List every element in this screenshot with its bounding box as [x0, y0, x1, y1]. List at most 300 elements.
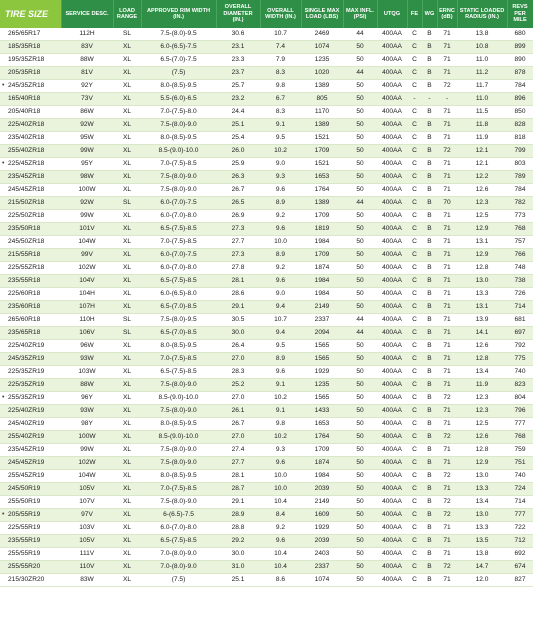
static-radius-cell-text: 11.7 — [475, 82, 489, 90]
load-range-cell-text: XL — [122, 108, 132, 116]
utqg-cell-text: 400AA — [382, 303, 402, 311]
load-range-cell — [113, 28, 141, 41]
wg-grade-cell-text: B — [427, 43, 432, 51]
service-desc-cell-text: 104W — [78, 238, 96, 246]
overall-diameter-cell-text: 27.0 — [231, 355, 245, 363]
ernc-cell — [437, 392, 457, 405]
rim-width-cell-text: 8.5-(9.0)-10.0 — [158, 433, 199, 441]
wg-grade-cell — [422, 249, 437, 262]
rim-width-cell-text: 8.0-(8.5)-9.5 — [160, 82, 197, 90]
utqg-cell — [377, 431, 407, 444]
wg-grade-cell-text: B — [427, 199, 432, 207]
static-radius-cell-text: 13.0 — [475, 277, 489, 285]
service-desc-cell-text: 98Y — [81, 420, 93, 428]
rim-width-cell — [141, 392, 216, 405]
utqg-cell — [377, 54, 407, 67]
rim-width-cell-text: 7.5-(8.0)-9.0 — [160, 459, 197, 467]
tire-size-cell-text: 245/50R19 — [8, 485, 41, 493]
overall-diameter-cell-text: 27.0 — [231, 394, 245, 402]
overall-width-cell — [260, 314, 301, 327]
table-row — [0, 548, 533, 561]
table-row — [0, 67, 533, 80]
load-range-cell — [113, 327, 141, 340]
utqg-cell-text: 400AA — [382, 225, 402, 233]
max-infl-cell — [343, 93, 377, 106]
utqg-cell — [377, 496, 407, 509]
load-range-cell — [113, 184, 141, 197]
wg-grade-cell — [422, 535, 437, 548]
max-load-cell-text: 1764 — [314, 186, 330, 194]
wg-grade-cell — [422, 314, 437, 327]
static-radius-cell-text: 12.9 — [475, 459, 489, 467]
overall-diameter-cell-text: 27.3 — [231, 251, 245, 259]
static-radius-cell — [457, 158, 507, 171]
utqg-cell-text: 400AA — [382, 134, 402, 142]
wg-grade-cell-text: B — [427, 69, 432, 77]
max-infl-cell-text: 50 — [356, 368, 364, 376]
utqg-cell-text: 400AA — [382, 537, 402, 545]
table-row — [0, 80, 533, 93]
max-infl-cell — [343, 67, 377, 80]
overall-width-cell — [260, 353, 301, 366]
tire-size-cell-text: 185/35R18 — [8, 43, 41, 51]
service-desc-cell — [61, 249, 113, 262]
revs-per-mile-cell — [507, 418, 533, 431]
header-service-desc: SERVICE DESC. — [61, 0, 113, 28]
tire-size-cell-text: 225/50ZR18 — [8, 212, 45, 220]
service-desc-cell-text: 86W — [80, 108, 94, 116]
overall-diameter-cell-text: 25.4 — [231, 134, 245, 142]
static-radius-cell-text: 12.3 — [475, 394, 489, 402]
rim-width-cell-text: 8.0-(8.5)-9.5 — [160, 342, 197, 350]
max-load-cell-text: 1074 — [314, 576, 330, 584]
overall-width-cell-text: 10.4 — [274, 563, 287, 571]
rim-width-cell — [141, 210, 216, 223]
service-desc-cell — [61, 210, 113, 223]
overall-width-cell — [260, 223, 301, 236]
overall-diameter-cell-text: 24.4 — [231, 108, 245, 116]
max-load-cell-text: 1709 — [314, 147, 330, 155]
max-load-cell — [301, 80, 343, 93]
overall-diameter-cell-text: 23.2 — [231, 95, 245, 103]
overall-diameter-cell — [216, 496, 260, 509]
ernc-cell-text: 71 — [443, 329, 451, 337]
load-range-cell — [113, 41, 141, 54]
service-desc-cell-text: 96Y — [81, 394, 93, 402]
service-desc-cell-text: 95W — [80, 134, 94, 142]
rim-width-cell — [141, 431, 216, 444]
wg-grade-cell-text: B — [427, 550, 432, 558]
overall-width-cell — [260, 327, 301, 340]
overall-diameter-cell-text: 25.1 — [231, 121, 245, 129]
max-load-cell-text: 2149 — [314, 303, 330, 311]
rim-width-cell-text: 6.0-(6.5)-8.0 — [160, 290, 197, 298]
fe-grade-cell — [407, 418, 422, 431]
ernc-cell — [437, 197, 457, 210]
rim-width-cell — [141, 275, 216, 288]
load-range-cell — [113, 405, 141, 418]
service-desc-cell — [61, 28, 113, 41]
utqg-cell-text: 400AA — [382, 108, 402, 116]
revs-per-mile-cell — [507, 210, 533, 223]
revs-per-mile-cell-text: 899 — [514, 43, 526, 51]
service-desc-cell — [61, 327, 113, 340]
static-radius-cell — [457, 54, 507, 67]
service-desc-cell-text: 92Y — [81, 82, 93, 90]
revs-per-mile-cell — [507, 405, 533, 418]
load-range-cell — [113, 548, 141, 561]
overall-width-cell-text: 9.4 — [275, 303, 286, 311]
utqg-cell — [377, 535, 407, 548]
wg-grade-cell — [422, 522, 437, 535]
table-row — [0, 288, 533, 301]
max-infl-cell — [343, 223, 377, 236]
revs-per-mile-cell-text: 722 — [514, 524, 526, 532]
ernc-cell-text: 71 — [443, 56, 451, 64]
utqg-cell — [377, 28, 407, 41]
revs-per-mile-cell — [507, 41, 533, 54]
static-radius-cell — [457, 392, 507, 405]
rim-width-cell-text: (7.5) — [171, 576, 186, 584]
max-load-cell-text: 1074 — [314, 43, 330, 51]
ernc-cell — [437, 509, 457, 522]
wg-grade-cell-text: B — [427, 563, 432, 571]
service-desc-cell — [61, 535, 113, 548]
load-range-cell — [113, 158, 141, 171]
table-row — [0, 392, 533, 405]
revs-per-mile-cell — [507, 509, 533, 522]
overall-width-cell-text: 10.7 — [274, 316, 287, 324]
rim-width-cell — [141, 132, 216, 145]
load-range-cell — [113, 262, 141, 275]
service-desc-cell — [61, 483, 113, 496]
max-load-cell — [301, 28, 343, 41]
overall-diameter-cell — [216, 249, 260, 262]
utqg-cell-text: 400AA — [382, 316, 402, 324]
revs-per-mile-cell — [507, 93, 533, 106]
overall-width-cell-text: 9.1 — [275, 407, 286, 415]
overall-diameter-cell — [216, 457, 260, 470]
max-load-cell — [301, 54, 343, 67]
utqg-cell — [377, 314, 407, 327]
ernc-cell — [437, 314, 457, 327]
fe-grade-cell-text: C — [412, 212, 417, 220]
table-row — [0, 522, 533, 535]
static-radius-cell — [457, 67, 507, 80]
revs-per-mile-cell-text: 724 — [514, 485, 526, 493]
static-radius-cell-text: 12.1 — [475, 147, 489, 155]
overall-width-cell-text: 9.1 — [275, 121, 286, 129]
static-radius-cell-text: 12.9 — [475, 251, 489, 259]
max-load-cell — [301, 171, 343, 184]
tire-size-cell-text: 215/30ZR20 — [8, 576, 45, 584]
revs-per-mile-cell-text: 726 — [514, 290, 526, 298]
service-desc-cell — [61, 223, 113, 236]
overall-diameter-cell-text: 26.9 — [231, 212, 245, 220]
wg-grade-cell — [422, 184, 437, 197]
ernc-cell-text: 71 — [443, 342, 451, 350]
tire-size-cell-text: 195/35ZR18 — [8, 56, 45, 64]
max-infl-cell-text: 50 — [356, 173, 364, 181]
ernc-cell — [437, 574, 457, 587]
rim-width-cell-text: 7.5-(8.0)-9.5 — [160, 30, 197, 38]
load-range-cell-text: XL — [122, 82, 132, 90]
service-desc-cell — [61, 405, 113, 418]
utqg-cell-text: 400AA — [382, 277, 402, 285]
max-infl-cell — [343, 288, 377, 301]
fe-grade-cell — [407, 288, 422, 301]
fe-grade-cell — [407, 28, 422, 41]
revs-per-mile-cell — [507, 470, 533, 483]
static-radius-cell — [457, 223, 507, 236]
overall-diameter-cell — [216, 470, 260, 483]
ernc-cell-text: 71 — [443, 537, 451, 545]
wg-grade-cell-text: B — [427, 186, 432, 194]
header-ernc: ERNC (dB) — [437, 0, 457, 28]
tire-size-cell — [0, 106, 61, 119]
load-range-cell — [113, 275, 141, 288]
revs-per-mile-cell-text: 784 — [514, 186, 526, 194]
tire-size-cell-text: 255/35ZR19 — [8, 394, 45, 402]
service-desc-cell — [61, 288, 113, 301]
max-infl-cell — [343, 535, 377, 548]
ernc-cell-text: 71 — [443, 173, 451, 181]
static-radius-cell-text: 12.5 — [475, 212, 489, 220]
utqg-cell — [377, 418, 407, 431]
ernc-cell — [437, 470, 457, 483]
max-load-cell-text: 2039 — [314, 485, 330, 493]
service-desc-cell-text: 92W — [80, 121, 94, 129]
overall-width-cell — [260, 158, 301, 171]
table-row — [0, 158, 533, 171]
service-desc-cell — [61, 418, 113, 431]
table-row — [0, 93, 533, 106]
service-desc-cell-text: 105V — [79, 485, 95, 493]
static-radius-cell — [457, 262, 507, 275]
load-range-cell — [113, 67, 141, 80]
overall-diameter-cell — [216, 301, 260, 314]
wg-grade-cell — [422, 288, 437, 301]
fe-grade-cell-text: C — [412, 459, 417, 467]
max-infl-cell — [343, 28, 377, 41]
static-radius-cell-text: 11.5 — [475, 108, 489, 116]
max-infl-cell — [343, 80, 377, 93]
wg-grade-cell-text: B — [427, 30, 432, 38]
utqg-cell-text: 400AA — [382, 381, 402, 389]
max-load-cell-text: 2039 — [314, 537, 330, 545]
wg-grade-cell-text: B — [427, 433, 432, 441]
max-load-cell — [301, 431, 343, 444]
static-radius-cell-text: 13.4 — [475, 368, 489, 376]
overall-diameter-cell-text: 26.4 — [231, 342, 245, 350]
max-infl-cell-text: 50 — [356, 433, 364, 441]
wg-grade-cell-text: B — [427, 251, 432, 259]
ernc-cell-text: 71 — [443, 121, 451, 129]
utqg-cell — [377, 340, 407, 353]
fe-grade-cell-text: C — [412, 511, 417, 519]
load-range-cell-text: XL — [122, 368, 132, 376]
service-desc-cell-text: 97V — [81, 511, 93, 519]
fe-grade-cell-text: C — [412, 576, 417, 584]
overall-diameter-cell — [216, 171, 260, 184]
max-infl-cell — [343, 132, 377, 145]
overall-diameter-cell — [216, 197, 260, 210]
ernc-cell — [437, 353, 457, 366]
service-desc-cell — [61, 379, 113, 392]
ernc-cell-text: 71 — [443, 290, 451, 298]
ernc-cell — [437, 41, 457, 54]
revs-per-mile-cell-text: 773 — [514, 212, 526, 220]
wg-grade-cell-text: B — [427, 108, 432, 116]
wg-grade-cell-text: B — [427, 56, 432, 64]
tire-size-cell — [0, 54, 61, 67]
fe-grade-cell — [407, 405, 422, 418]
utqg-cell-text: 400AA — [382, 160, 402, 168]
overall-diameter-cell-text: 27.3 — [231, 225, 245, 233]
static-radius-cell — [457, 288, 507, 301]
revs-per-mile-cell-text: 799 — [514, 147, 526, 155]
rim-width-cell — [141, 509, 216, 522]
table-row — [0, 340, 533, 353]
max-load-cell — [301, 288, 343, 301]
revs-per-mile-cell — [507, 145, 533, 158]
ernc-cell — [437, 67, 457, 80]
wg-grade-cell-text: B — [427, 316, 432, 324]
revs-per-mile-cell-text: 890 — [514, 56, 526, 64]
ernc-cell-text: 71 — [443, 277, 451, 285]
ernc-cell — [437, 184, 457, 197]
overall-diameter-cell — [216, 210, 260, 223]
revs-per-mile-cell — [507, 28, 533, 41]
max-infl-cell — [343, 574, 377, 587]
load-range-cell — [113, 301, 141, 314]
wg-grade-cell — [422, 574, 437, 587]
rim-width-cell — [141, 184, 216, 197]
utqg-cell-text: 400AA — [382, 420, 402, 428]
revs-per-mile-cell — [507, 574, 533, 587]
fe-grade-cell — [407, 93, 422, 106]
utqg-cell-text: 400AA — [382, 264, 402, 272]
max-load-cell-text: 1521 — [314, 134, 330, 142]
tire-size-cell — [0, 535, 61, 548]
wg-grade-cell-text: B — [427, 381, 432, 389]
fe-grade-cell — [407, 392, 422, 405]
ernc-cell-text: 71 — [443, 524, 451, 532]
fe-grade-cell-text: C — [412, 264, 417, 272]
overall-diameter-cell-text: 28.8 — [231, 524, 245, 532]
load-range-cell-text: XL — [122, 160, 132, 168]
table-row — [0, 457, 533, 470]
service-desc-cell — [61, 301, 113, 314]
max-load-cell — [301, 301, 343, 314]
ernc-cell — [437, 119, 457, 132]
overall-width-cell — [260, 275, 301, 288]
tire-size-cell — [0, 67, 61, 80]
load-range-cell-text: SL — [122, 30, 132, 38]
service-desc-cell-text: 99W — [80, 147, 94, 155]
revs-per-mile-cell — [507, 132, 533, 145]
tire-size-cell — [0, 418, 61, 431]
rim-width-cell — [141, 249, 216, 262]
static-radius-cell — [457, 301, 507, 314]
fe-grade-cell-text: C — [412, 316, 417, 324]
overall-width-cell — [260, 496, 301, 509]
overall-diameter-cell-text: 26.5 — [231, 199, 245, 207]
max-load-cell-text: 1020 — [314, 69, 330, 77]
overall-diameter-cell-text: 25.2 — [231, 381, 245, 389]
ernc-cell — [437, 275, 457, 288]
static-radius-cell-text: 13.0 — [475, 511, 489, 519]
revs-per-mile-cell-text: 777 — [514, 420, 526, 428]
service-desc-cell — [61, 366, 113, 379]
utqg-cell — [377, 405, 407, 418]
overall-width-cell-text: 9.5 — [275, 342, 286, 350]
max-infl-cell-text: 50 — [356, 225, 364, 233]
wg-grade-cell — [422, 483, 437, 496]
utqg-cell — [377, 41, 407, 54]
fe-grade-cell-text: C — [412, 537, 417, 545]
wg-grade-cell — [422, 93, 437, 106]
max-infl-cell — [343, 340, 377, 353]
service-desc-cell-text: 103W — [78, 368, 96, 376]
ernc-cell-text: 72 — [443, 563, 451, 571]
overall-diameter-cell-text: 27.0 — [231, 433, 245, 441]
overall-diameter-cell — [216, 119, 260, 132]
static-radius-cell — [457, 132, 507, 145]
rim-width-cell — [141, 67, 216, 80]
rim-width-cell-text: 8.0-(8.5)-9.5 — [160, 472, 197, 480]
service-desc-cell-text: 104V — [79, 277, 95, 285]
overall-diameter-cell — [216, 28, 260, 41]
tire-size-cell — [0, 483, 61, 496]
utqg-cell — [377, 379, 407, 392]
fe-grade-cell-text: C — [412, 82, 417, 90]
max-infl-cell-text: 50 — [356, 134, 364, 142]
overall-diameter-cell-text: 29.1 — [231, 498, 245, 506]
fe-grade-cell — [407, 314, 422, 327]
load-range-cell-text: XL — [122, 446, 132, 454]
ernc-cell-text: 72 — [443, 433, 451, 441]
load-range-cell — [113, 171, 141, 184]
utqg-cell — [377, 145, 407, 158]
revs-per-mile-cell-text: 775 — [514, 355, 526, 363]
max-load-cell — [301, 327, 343, 340]
service-desc-cell — [61, 574, 113, 587]
wg-grade-cell-text: B — [427, 212, 432, 220]
utqg-cell — [377, 548, 407, 561]
static-radius-cell-text: 12.5 — [475, 420, 489, 428]
max-infl-cell — [343, 444, 377, 457]
tire-size-cell-text: 265/65R17 — [8, 30, 41, 38]
service-desc-cell-text: 103V — [79, 524, 95, 532]
wg-grade-cell — [422, 158, 437, 171]
ernc-cell-text: 71 — [443, 134, 451, 142]
overall-width-cell-text: 9.6 — [275, 277, 286, 285]
service-desc-cell — [61, 145, 113, 158]
max-load-cell — [301, 93, 343, 106]
utqg-cell-text: 400AA — [382, 459, 402, 467]
utqg-cell — [377, 327, 407, 340]
overall-diameter-cell — [216, 106, 260, 119]
rim-width-cell-text: 6.5-(7.0)-8.5 — [160, 329, 197, 337]
table-row — [0, 366, 533, 379]
revs-per-mile-cell — [507, 171, 533, 184]
wg-grade-cell-text: B — [427, 134, 432, 142]
utqg-cell-text: 400AA — [382, 407, 402, 415]
overall-width-cell — [260, 379, 301, 392]
wg-grade-cell-text: B — [427, 277, 432, 285]
wg-grade-cell-text: B — [427, 173, 432, 181]
